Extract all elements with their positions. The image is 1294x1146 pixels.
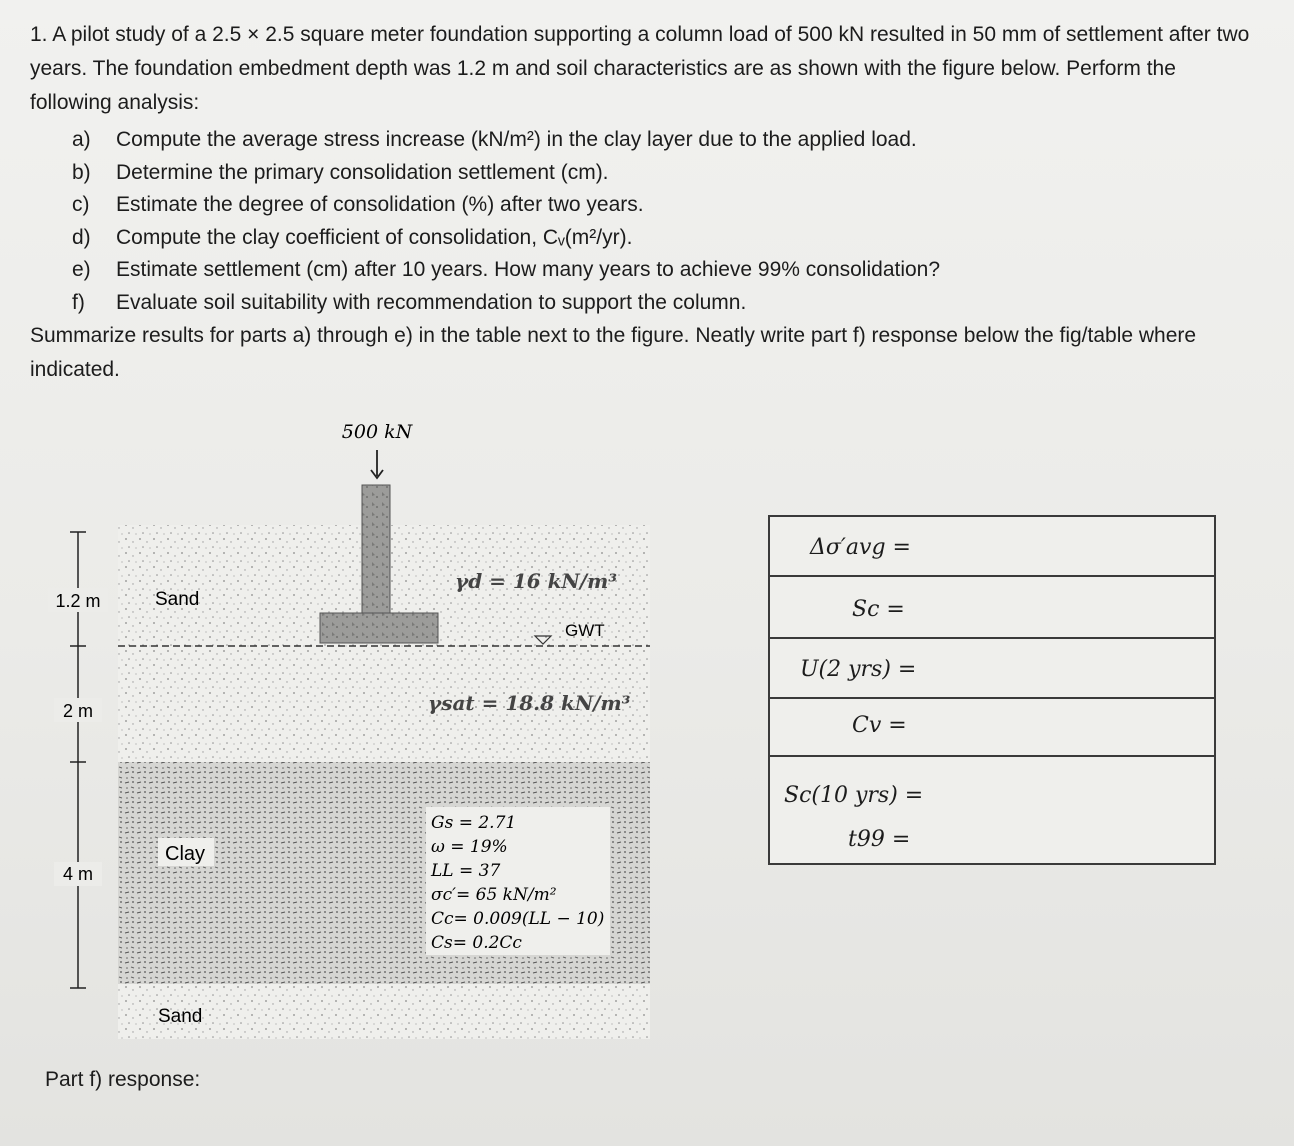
table-cell-u2: U(2 yrs) = (800, 657, 917, 682)
table-row (770, 639, 1214, 699)
task-label: f) (72, 290, 85, 314)
table-row (770, 517, 1214, 577)
table-row (770, 757, 1214, 863)
clay-prop-cs: Cs= 0.2Cc (431, 933, 522, 953)
summary-instructions: Summarize results for parts a) through e) in the table next to the figure. Neatly write part f) response below the fig/table where indicated. (30, 324, 1197, 381)
task-label: d) (72, 225, 91, 249)
task-item (72, 222, 1260, 255)
table-cell-sc10: Sc(10 yrs) = (784, 783, 924, 808)
task-item (72, 189, 1260, 222)
table-cell-t99: t99 = (848, 827, 911, 852)
soil-profile-figure (40, 410, 740, 1050)
footing (320, 613, 438, 643)
clay-label: Clay (165, 843, 206, 865)
table-cell-stress: Δσ′avg = (810, 535, 911, 560)
clay-prop-sigma-c: σc′= 65 kN/m² (431, 885, 557, 905)
dimension-4m: 4 m (62, 864, 94, 884)
task-label: a) (72, 128, 91, 151)
part-f-response-label: Part f) response: (45, 1068, 201, 1091)
task-item (72, 124, 1260, 157)
task-label: c) (72, 193, 90, 216)
table-row (770, 577, 1214, 639)
gamma-d-label: γd = 16 kN/m³ (455, 569, 618, 593)
task-text: Estimate the degree of consolidation (%) after two years. (116, 193, 644, 216)
task-label: b) (72, 160, 91, 184)
task-item (72, 157, 1260, 190)
task-text: Estimate settlement (cm) after 10 years. How many years to achieve 99% consolidation? (116, 258, 941, 281)
load-label: 500 kN (341, 421, 413, 443)
table-cell-sc: Sc = (852, 597, 905, 622)
task-text: Compute the clay coefficient of consolidation, Cᵥ(m²/yr). (116, 225, 633, 249)
sand-bottom-label: Sand (158, 1006, 203, 1027)
clay-prop-cc: Cc= 0.009(LL − 10) (431, 909, 605, 929)
table-cell-cv: Cv = (852, 713, 907, 738)
table-row (770, 699, 1214, 757)
dimension-1-2m: 1.2 m (55, 591, 101, 611)
task-item (72, 254, 1260, 287)
clay-prop-gs: Gs = 2.71 (431, 813, 517, 833)
sand-top-label: Sand (155, 589, 200, 610)
column (362, 485, 390, 613)
task-text: Evaluate soil suitability with recommendation to support the column. (116, 290, 747, 314)
task-item (72, 287, 1260, 320)
results-table (768, 515, 1216, 865)
problem-statement (30, 18, 1260, 387)
gamma-sat-label: γsat = 18.8 kN/m³ (428, 691, 631, 715)
task-text: Compute the average stress increase (kN/m²) in the clay layer due to the applied load. (116, 128, 917, 151)
dimension-2m: 2 m (62, 701, 94, 721)
task-list (72, 124, 1260, 319)
clay-prop-ll: LL = 37 (431, 861, 501, 881)
task-text: Determine the primary consolidation settlement (cm). (116, 160, 609, 184)
problem-intro: 1. A pilot study of a 2.5 × 2.5 square meter foundation supporting a column load of 500 kN resulted in 50 mm of settlement after two years. The foundation embedment depth was 1.2 m and soil characteristics are as shown with the figure below. Perform the following analysis: (30, 23, 1250, 114)
gwt-label: GWT (565, 621, 605, 640)
task-label: e) (72, 258, 91, 281)
clay-prop-w: ω = 19% (431, 837, 508, 857)
